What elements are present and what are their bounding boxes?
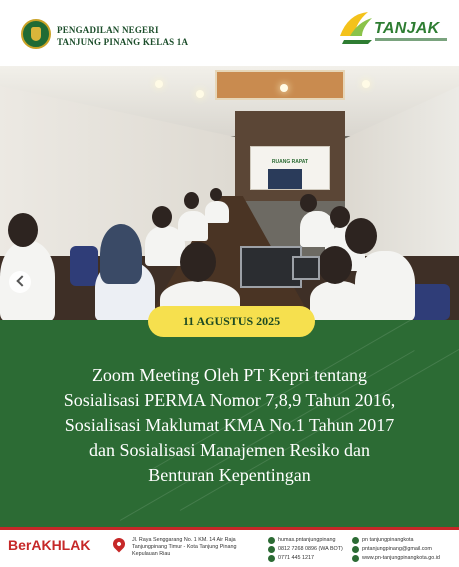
- attendee-head: [210, 188, 222, 201]
- room-banner-text: RUANG RAPAT: [271, 159, 309, 165]
- attendee: [205, 201, 229, 223]
- phone-icon: [268, 555, 275, 562]
- address: [132, 537, 237, 558]
- headline-line: dan Sosialisasi Manajemen Resiko dan: [89, 440, 370, 460]
- attendee-hijab: [100, 224, 142, 284]
- address-line: Tanjungpinang Timur - Kota Tanjung Pinang: [132, 544, 237, 550]
- meeting-photo: [0, 66, 459, 320]
- website-url[interactable]: www.pn-tanjungpinangkota.go.id: [362, 555, 440, 561]
- date-badge: 11 AGUSTUS 2025: [148, 306, 315, 337]
- attendee-head: [8, 213, 38, 247]
- court-name-line2: TANJUNG PINANG KELAS 1A: [57, 37, 189, 47]
- attendee-head: [300, 194, 317, 212]
- email-icon: [352, 546, 359, 553]
- headline-line: Benturan Kepentingan: [148, 465, 311, 485]
- whatsapp-icon: [268, 546, 275, 553]
- address-line: Jl. Raya Senggarang No. 1 KM. 14 Air Raja: [132, 537, 236, 543]
- carousel-prev-button[interactable]: [9, 271, 31, 293]
- whatsapp-number: 0812 7268 0896 (WA BOT): [278, 546, 343, 552]
- tanjak-logo-icon: [338, 10, 374, 44]
- chair: [70, 246, 98, 286]
- headline-line: Sosialisasi PERMA Nomor 7,8,9 Tahun 2016,: [63, 390, 396, 410]
- attendee-head: [318, 246, 352, 284]
- instagram-icon: [268, 537, 275, 544]
- headline-line: Zoom Meeting Oleh PT Kepri tentang: [91, 365, 368, 385]
- header: [0, 0, 459, 66]
- berakhlak-logo: BerAKHLAK: [8, 537, 91, 553]
- phone-number: 0771 445 1217: [278, 555, 314, 561]
- court-name: [57, 24, 188, 48]
- headline-line: Sosialisasi Maklumat KMA No.1 Tahun 2017: [64, 415, 395, 435]
- instagram-handle: humas.pntanjungpinang: [278, 537, 336, 543]
- ceiling-light: [280, 84, 288, 92]
- attendee-head: [152, 206, 172, 228]
- attendee-head: [180, 242, 216, 282]
- headline: [20, 363, 439, 488]
- website-short: pn tanjungpinangkota: [362, 537, 414, 543]
- chair: [410, 284, 450, 320]
- attendee-head: [345, 218, 377, 254]
- court-name-line1: PENGADILAN NEGERI: [57, 25, 159, 35]
- projector-screen: [268, 169, 302, 189]
- address-line: Kepulauan Riau: [132, 551, 171, 557]
- brand-name: TANJAK: [374, 20, 440, 37]
- court-seal-icon: [21, 19, 51, 49]
- web-icon: [352, 537, 359, 544]
- attendee: [310, 281, 365, 320]
- ceiling-light: [362, 80, 370, 88]
- email-address[interactable]: pntanjungpinang@gmail.com: [362, 546, 432, 552]
- ceiling-light: [196, 90, 204, 98]
- ceiling-light: [155, 80, 163, 88]
- brand-tagline-bar: [375, 38, 447, 41]
- globe-icon: [352, 555, 359, 562]
- laptop: [292, 256, 320, 280]
- footer-stripe: [0, 527, 459, 530]
- attendee-head: [184, 192, 199, 209]
- attendee: [178, 211, 208, 241]
